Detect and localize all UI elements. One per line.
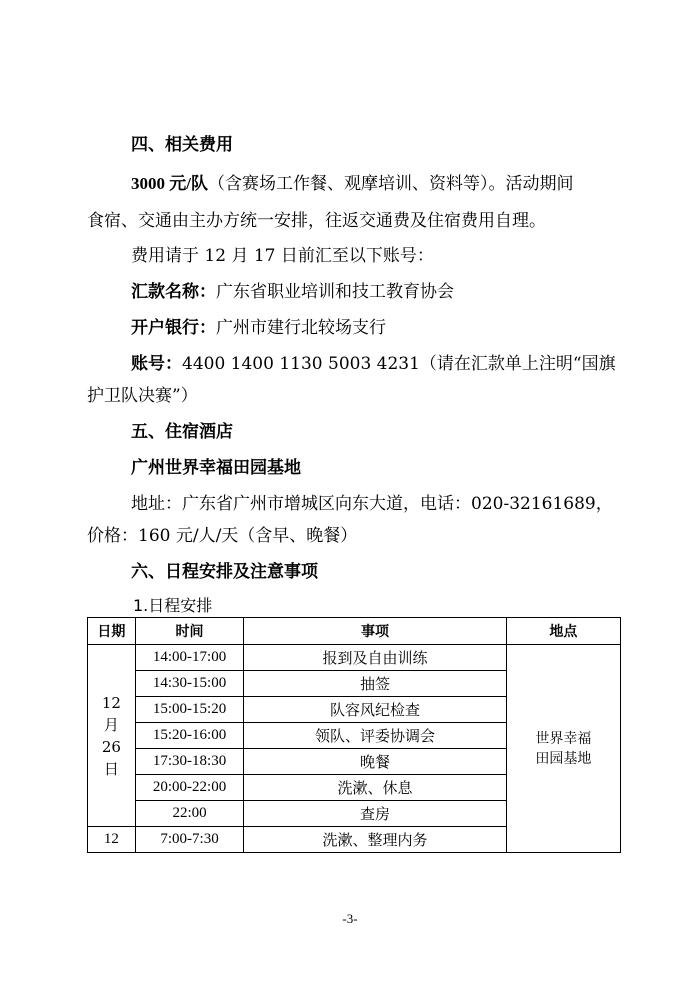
- payee-label: 汇款名称：: [131, 282, 216, 302]
- day2-date-cell: 12: [88, 827, 136, 853]
- place-line: 世界幸福: [535, 730, 592, 747]
- row-time: 20:00-22:00: [135, 775, 244, 801]
- row-time: 17:30-18:30: [135, 749, 244, 775]
- row-time: 14:30-15:00: [135, 671, 244, 697]
- row-time: 7:00-7:30: [135, 827, 244, 853]
- fee-line-2: 食宿、交通由主办方统一安排，往返交通费及住宿费用自理。: [87, 211, 546, 231]
- row-item: 洗漱、休息: [244, 775, 506, 801]
- bank-line: [131, 318, 386, 338]
- day1-date-part: 26: [101, 737, 121, 756]
- day1-date-part: 12: [101, 693, 121, 712]
- fee-description: （含赛场工作餐、观摩培训、资料等）。活动期间: [207, 174, 574, 194]
- schedule-table: [87, 617, 621, 853]
- day1-date-part: 月: [103, 715, 119, 734]
- day1-date-part: 日: [103, 759, 119, 778]
- row-item: 队容风纪检查: [244, 697, 506, 723]
- account-value: 4400 1400 1130 5003 4231（请在汇款单上注明“国旗: [182, 354, 616, 374]
- row-item: 领队、评委协调会: [244, 723, 506, 749]
- payee-value: 广东省职业培训和技工教育协会: [216, 282, 454, 302]
- account-line-2: 护卫队决赛”）: [87, 386, 198, 406]
- account-line: [131, 354, 616, 374]
- row-item: 洗漱、整理内务: [244, 827, 506, 853]
- row-time: 22:00: [135, 801, 244, 827]
- row-item: 查房: [244, 801, 506, 827]
- header-time: 时间: [135, 618, 244, 645]
- section6-title: 六、日程安排及注意事项: [131, 562, 318, 582]
- schedule-subtitle: 1.日程安排: [133, 596, 213, 615]
- place-cell: [506, 645, 620, 853]
- bank-value: 广州市建行北较场支行: [216, 318, 386, 338]
- payment-deadline: 费用请于 12 月 17 日前汇至以下账号：: [131, 246, 434, 266]
- header-place: 地点: [506, 618, 620, 645]
- hotel-name: 广州世界幸福田园基地: [131, 458, 301, 478]
- table-header-row: [88, 618, 621, 645]
- row-item: 抽签: [244, 671, 506, 697]
- day1-date-cell: [88, 645, 136, 827]
- section5-title: 五、住宿酒店: [131, 422, 233, 442]
- fee-amount: 3000 元/队: [131, 174, 208, 193]
- row-time: 14:00-17:00: [135, 645, 244, 671]
- row-time: 15:20-16:00: [135, 723, 244, 749]
- section4-title: 四、相关费用: [131, 135, 233, 155]
- row-time: 15:00-15:20: [135, 697, 244, 723]
- account-label: 账号：: [131, 354, 182, 374]
- hotel-price: 价格：160 元/人/天（含早、晚餐）: [87, 526, 358, 546]
- table-row: [88, 645, 621, 671]
- payee-line: [131, 282, 454, 302]
- hotel-address: 地址：广东省广州市增城区向东大道，电话：020-32161689，: [131, 494, 613, 514]
- header-item: 事项: [244, 618, 506, 645]
- bank-label: 开户银行：: [131, 318, 216, 338]
- header-date: 日期: [88, 618, 136, 645]
- page-number: -3-: [342, 911, 358, 926]
- row-item: 晚餐: [244, 749, 506, 775]
- place-line: 田园基地: [535, 750, 592, 767]
- row-item: 报到及自由训练: [244, 645, 506, 671]
- fee-line: [131, 174, 573, 194]
